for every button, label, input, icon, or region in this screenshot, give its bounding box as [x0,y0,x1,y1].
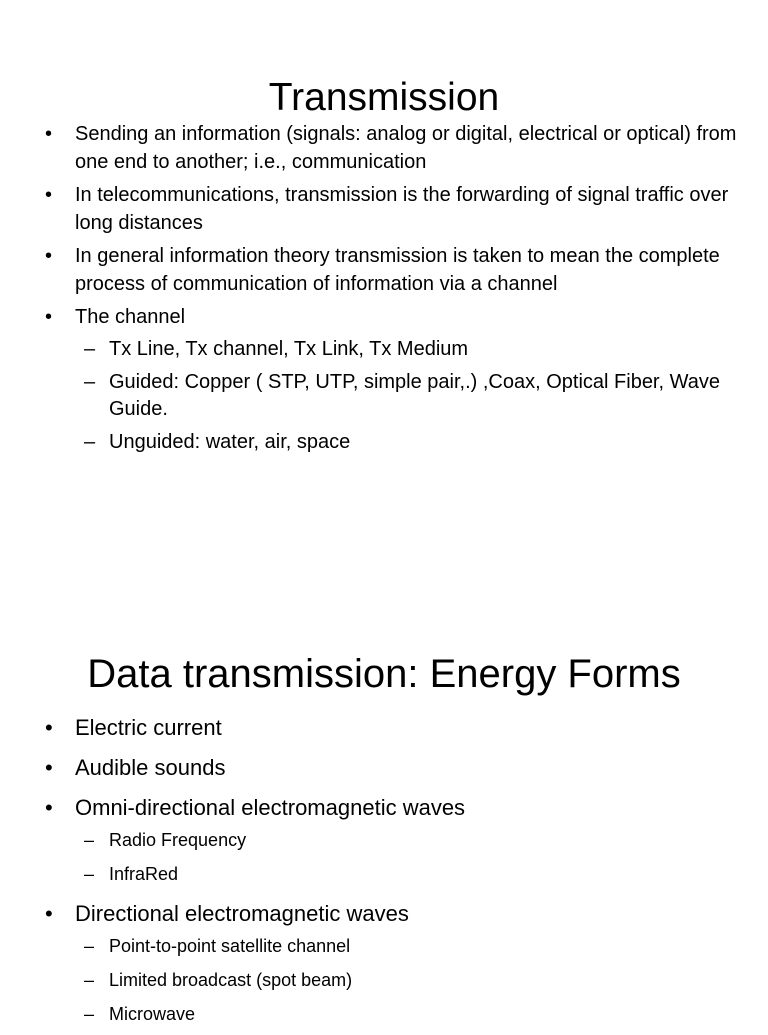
bullet-item: • In general information theory transmission is taken to mean the complete process of communication of information via a channel [0,242,768,298]
sub-bullet-item: – InfraRed [0,861,768,887]
slide-title: Transmission [268,76,500,120]
bullet-item: • The channel [0,303,768,331]
sub-bullet-item: – Unguided: water, air, space [0,429,768,456]
sub-bullet-item: – Microwave [0,1001,768,1027]
bullet-item: • Directional electromagnetic waves [0,899,768,929]
bullet-item: • Sending an information (signals: analog or digital, electrical or optical) from one end to another; i.e., communication [0,120,768,176]
sub-bullet-item: – Limited broadcast (spot beam) [0,967,768,993]
sub-bullet-item: – Radio Frequency [0,827,768,853]
bullet-list [0,713,768,1035]
bullet-item: • Omni-directional electromagnetic waves [0,793,768,823]
sub-bullet-item: – Point-to-point satellite channel [0,933,768,959]
sub-bullet-item: – Guided: Copper ( STP, UTP, simple pair,.) ,Coax, Optical Fiber, Wave Guide. [0,369,768,423]
slide-title: Data transmission: Energy Forms [87,651,681,696]
slide-energy-forms [0,600,768,1024]
bullet-item: • In telecommunications, transmission is the forwarding of signal traffic over long distances [0,181,768,237]
bullet-item: • Audible sounds [0,753,768,783]
bullet-item: • Electric current [0,713,768,743]
sub-bullet-item: – Tx Line, Tx channel, Tx Link, Tx Medium [0,336,768,363]
bullet-list [0,120,768,462]
